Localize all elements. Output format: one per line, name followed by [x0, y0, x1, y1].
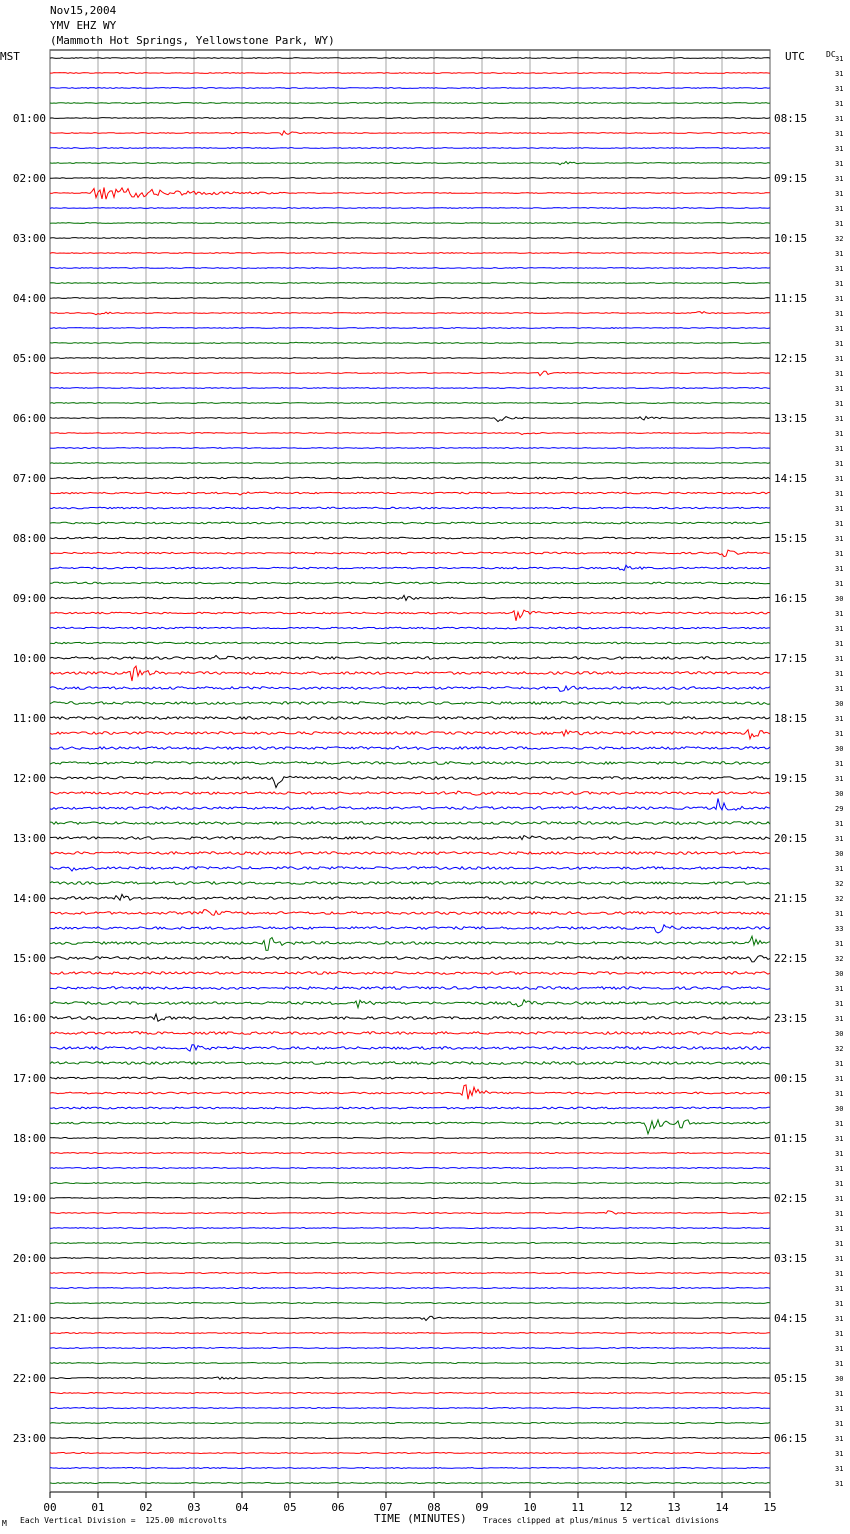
trace-line	[50, 342, 770, 343]
dc-offset-label: 31	[835, 160, 844, 168]
dc-offset-label: 31	[835, 1255, 844, 1263]
trace-line	[50, 956, 770, 962]
mst-hour-label: 13:00	[12, 832, 46, 845]
dc-offset-label: 31	[835, 430, 844, 438]
trace-line	[50, 268, 770, 269]
utc-hour-label: 13:15	[774, 412, 808, 425]
dc-offset-label: 31	[835, 250, 844, 258]
utc-hour-label: 01:15	[774, 1132, 808, 1145]
dc-offset-label: 31	[835, 670, 844, 678]
dc-offset-label: 29	[835, 805, 844, 813]
trace-line	[50, 371, 770, 376]
dc-offset-label: 31	[835, 1090, 844, 1098]
trace-line	[50, 223, 770, 224]
dc-offset-label: 31	[835, 280, 844, 288]
mst-hour-label: 17:00	[12, 1072, 46, 1085]
utc-hour-label: 22:15	[774, 952, 808, 965]
utc-hour-label: 08:15	[774, 112, 808, 125]
utc-hour-label: 06:15	[774, 1432, 808, 1445]
trace-line	[50, 433, 770, 435]
mst-hour-label: 15:00	[12, 952, 46, 965]
dc-offset-label: 31	[835, 1135, 844, 1143]
trace-line	[50, 208, 770, 209]
dc-offset-label: 31	[835, 130, 844, 138]
scale-note: Each Vertical Division = 125.00 microvolts	[20, 1516, 228, 1525]
trace-line	[50, 565, 770, 570]
x-tick-label: 12	[619, 1501, 633, 1514]
dc-offset-label: 31	[835, 1360, 844, 1368]
dc-offset-label: 31	[835, 340, 844, 348]
dc-offset-label: 30	[835, 595, 844, 603]
trace-line	[50, 162, 770, 165]
dc-offset-label: 31	[835, 1060, 844, 1068]
x-tick-label: 10	[523, 1501, 537, 1514]
dc-offset-label: 32	[835, 955, 844, 963]
dc-offset-label: 31	[835, 490, 844, 498]
dc-offset-label: 31	[835, 940, 844, 948]
trace-line	[50, 238, 770, 239]
x-tick-label: 11	[571, 1501, 585, 1514]
mst-hour-label: 08:00	[12, 532, 46, 545]
mst-hour-label: 16:00	[12, 1012, 46, 1025]
trace-line	[50, 746, 770, 749]
dc-offset-label: 31	[835, 295, 844, 303]
dc-offset-label: 31	[835, 190, 844, 198]
dc-offset-label: 32	[835, 895, 844, 903]
trace-line	[50, 1377, 770, 1379]
trace-line	[50, 1273, 770, 1274]
dc-offset-label: 31	[835, 1195, 844, 1203]
dc-offset-label: 31	[835, 655, 844, 663]
utc-hour-label: 05:15	[774, 1372, 808, 1385]
trace-line	[50, 1288, 770, 1289]
utc-hour-label: 17:15	[774, 652, 808, 665]
dc-offset-label: 31	[835, 460, 844, 468]
dc-offset-label: 31	[835, 775, 844, 783]
trace-line	[50, 88, 770, 89]
trace-line	[50, 595, 770, 600]
dc-offset-label: 31	[835, 1450, 844, 1458]
trace-line	[50, 1316, 770, 1320]
dc-offset-label: 31	[835, 415, 844, 423]
dc-offset-label: 31	[835, 1120, 844, 1128]
dc-offset-label: 31	[835, 610, 844, 618]
dc-offset-label: 31	[835, 475, 844, 483]
utc-label: UTC	[785, 50, 805, 63]
trace-line	[50, 550, 770, 557]
trace-line	[50, 936, 770, 950]
dc-offset-label: 31	[835, 385, 844, 393]
dc-offset-label: 31	[835, 85, 844, 93]
dc-offset-label: 31	[835, 445, 844, 453]
trace-line	[50, 388, 770, 389]
trace-line	[50, 1077, 770, 1079]
dc-offset-label: 30	[835, 850, 844, 858]
trace-line	[50, 253, 770, 254]
trace-line	[50, 1423, 770, 1424]
dc-offset-label: 31	[835, 1420, 844, 1428]
trace-line	[50, 1107, 770, 1109]
dc-offset-label: 32	[835, 880, 844, 888]
dc-offset-label: 31	[835, 1480, 844, 1488]
dc-offset-label: 31	[835, 1225, 844, 1233]
trace-line	[50, 103, 770, 104]
trace-line	[50, 1138, 770, 1139]
utc-hour-label: 10:15	[774, 232, 808, 245]
trace-line	[50, 477, 770, 479]
dc-offset-label: 30	[835, 1030, 844, 1038]
dc-offset-label: 31	[835, 535, 844, 543]
trace-line	[50, 1348, 770, 1349]
dc-offset-label: 31	[835, 1345, 844, 1353]
trace-line	[50, 492, 770, 495]
trace-line	[50, 1333, 770, 1334]
trace-line	[50, 1062, 770, 1065]
dc-offset-label: 31	[835, 400, 844, 408]
trace-line	[50, 403, 770, 404]
dc-offset-label: 31	[835, 1330, 844, 1338]
dc-offset-label: 31	[835, 1180, 844, 1188]
trace-line	[50, 358, 770, 359]
dc-offset-label: 31	[835, 505, 844, 513]
trace-line	[50, 298, 770, 299]
trace-line	[50, 1183, 770, 1184]
dc-offset-label: 31	[835, 220, 844, 228]
trace-line	[50, 283, 770, 284]
utc-hour-label: 16:15	[774, 592, 808, 605]
dc-offset-label: 31	[835, 115, 844, 123]
trace-line	[50, 717, 770, 720]
trace-line	[50, 882, 770, 885]
trace-line	[50, 972, 770, 975]
dc-offset-label: 31	[835, 145, 844, 153]
mst-hour-label: 10:00	[12, 652, 46, 665]
trace-line	[50, 1453, 770, 1454]
dc-offset-label: 31	[835, 550, 844, 558]
dc-offset-label: 31	[835, 1300, 844, 1308]
utc-hour-label: 00:15	[774, 1072, 808, 1085]
record-date: Nov15,2004	[50, 4, 117, 17]
x-tick-label: 00	[43, 1501, 57, 1514]
dc-offset-label: 31	[835, 580, 844, 588]
dc-offset-label: 31	[835, 205, 844, 213]
mst-hour-label: 11:00	[12, 712, 46, 725]
dc-offset-label: 30	[835, 1105, 844, 1113]
dc-offset-label: 31	[835, 625, 844, 633]
dc-offset-label: 31	[835, 1240, 844, 1248]
trace-line	[50, 642, 770, 644]
utc-hour-label: 11:15	[774, 292, 808, 305]
dc-offset-label: 31	[835, 1015, 844, 1023]
x-tick-label: 06	[331, 1501, 345, 1514]
trace-line	[50, 627, 770, 629]
dc-offset-label: 32	[835, 1045, 844, 1053]
trace-line	[50, 1303, 770, 1304]
dc-offset-label: 31	[835, 70, 844, 78]
dc-offset-label: 30	[835, 745, 844, 753]
mst-hour-label: 05:00	[12, 352, 46, 365]
utc-hour-label: 03:15	[774, 1252, 808, 1265]
utc-hour-label: 14:15	[774, 472, 808, 485]
dc-label: DC	[826, 50, 836, 59]
mst-hour-label: 04:00	[12, 292, 46, 305]
dc-offset-label: 31	[835, 1465, 844, 1473]
trace-line	[50, 925, 770, 933]
utc-hour-label: 04:15	[774, 1312, 808, 1325]
trace-line	[50, 894, 770, 900]
mst-hour-label: 21:00	[12, 1312, 46, 1325]
trace-line	[50, 822, 770, 825]
trace-line	[50, 1258, 770, 1259]
trace-line	[50, 463, 770, 464]
trace-line	[50, 1120, 770, 1134]
trace-line	[50, 799, 770, 811]
trace-line	[50, 188, 770, 200]
utc-hour-label: 20:15	[774, 832, 808, 845]
mst-hour-label: 14:00	[12, 892, 46, 905]
trace-line	[50, 762, 770, 765]
trace-line	[50, 148, 770, 149]
x-tick-label: 07	[379, 1501, 393, 1514]
x-axis-label: TIME (MINUTES)	[374, 1512, 467, 1525]
dc-offset-label: 31	[835, 835, 844, 843]
x-tick-label: 03	[187, 1501, 201, 1514]
mst-hour-label: 02:00	[12, 172, 46, 185]
dc-offset-label: 30	[835, 790, 844, 798]
x-tick-label: 15	[763, 1501, 777, 1514]
trace-line	[50, 1168, 770, 1169]
mst-hour-label: 18:00	[12, 1132, 46, 1145]
utc-hour-label: 09:15	[774, 172, 808, 185]
x-tick-label: 02	[139, 1501, 153, 1514]
dc-offset-label: 31	[835, 715, 844, 723]
corner-mark: M	[2, 1519, 7, 1528]
dc-offset-label: 31	[835, 985, 844, 993]
utc-hour-label: 15:15	[774, 532, 808, 545]
trace-line	[50, 666, 770, 681]
dc-offset-label: 31	[835, 820, 844, 828]
trace-line	[50, 1032, 770, 1035]
trace-line	[50, 1198, 770, 1199]
dc-offset-label: 31	[835, 1165, 844, 1173]
x-tick-label: 04	[235, 1501, 249, 1514]
dc-offset-label: 31	[835, 1150, 844, 1158]
trace-line	[50, 910, 770, 916]
dc-offset-label: 31	[835, 325, 844, 333]
dc-offset-label: 31	[835, 355, 844, 363]
mst-hour-label: 03:00	[12, 232, 46, 245]
trace-line	[50, 987, 770, 990]
station-code: YMV EHZ WY	[50, 19, 117, 32]
trace-line	[50, 178, 770, 179]
dc-offset-label: 32	[835, 235, 844, 243]
utc-hour-label: 19:15	[774, 772, 808, 785]
trace-line	[50, 1014, 770, 1021]
trace-line	[50, 73, 770, 74]
trace-line	[50, 131, 770, 135]
trace-line	[50, 1363, 770, 1364]
mst-hour-label: 09:00	[12, 592, 46, 605]
dc-offset-label: 31	[835, 1315, 844, 1323]
trace-line	[50, 836, 770, 840]
dc-offset-label: 31	[835, 265, 844, 273]
trace-line	[50, 1085, 770, 1099]
mst-label: MST	[0, 50, 20, 63]
x-tick-label: 01	[91, 1501, 105, 1514]
dc-offset-label: 31	[835, 520, 844, 528]
x-tick-label: 05	[283, 1501, 297, 1514]
plot-frame	[50, 50, 770, 1492]
dc-offset-label: 31	[835, 370, 844, 378]
dc-offset-label: 31	[835, 730, 844, 738]
trace-line	[50, 852, 770, 855]
trace-line	[50, 1393, 770, 1394]
trace-line	[50, 118, 770, 119]
trace-line	[50, 791, 770, 795]
trace-line	[50, 1228, 770, 1229]
mst-hour-label: 23:00	[12, 1432, 46, 1445]
dc-offset-label: 30	[835, 1375, 844, 1383]
mst-hour-label: 12:00	[12, 772, 46, 785]
trace-line	[50, 582, 770, 584]
dc-offset-label: 31	[835, 100, 844, 108]
dc-offset-label: 31	[835, 1405, 844, 1413]
trace-line	[50, 1000, 770, 1008]
dc-offset-label: 31	[835, 640, 844, 648]
mst-hour-label: 07:00	[12, 472, 46, 485]
dc-offset-label: 31	[835, 1285, 844, 1293]
trace-line	[50, 1438, 770, 1439]
trace-line	[50, 1408, 770, 1409]
utc-hour-label: 18:15	[774, 712, 808, 725]
dc-offset-label: 31	[835, 55, 844, 63]
x-tick-label: 14	[715, 1501, 729, 1514]
dc-offset-label: 31	[835, 865, 844, 873]
dc-offset-label: 31	[835, 1075, 844, 1083]
trace-line	[50, 1153, 770, 1154]
mst-hour-label: 22:00	[12, 1372, 46, 1385]
dc-offset-label: 31	[835, 1210, 844, 1218]
trace-line	[50, 416, 770, 421]
trace-line	[50, 776, 770, 787]
station-location: (Mammoth Hot Springs, Yellowstone Park, WY)	[50, 34, 335, 47]
trace-line	[50, 656, 770, 660]
trace-line	[50, 1468, 770, 1469]
utc-hour-label: 02:15	[774, 1192, 808, 1205]
trace-line	[50, 730, 770, 739]
utc-hour-label: 21:15	[774, 892, 808, 905]
trace-line	[50, 1243, 770, 1244]
trace-line	[50, 867, 770, 871]
dc-offset-label: 30	[835, 700, 844, 708]
utc-hour-label: 23:15	[774, 1012, 808, 1025]
x-tick-label: 08	[427, 1501, 441, 1514]
dc-offset-label: 33	[835, 925, 844, 933]
dc-offset-label: 31	[835, 1435, 844, 1443]
x-tick-label: 09	[475, 1501, 489, 1514]
trace-line	[50, 328, 770, 329]
trace-line	[50, 1045, 770, 1051]
x-tick-label: 13	[667, 1501, 681, 1514]
trace-line	[50, 312, 770, 315]
trace-line	[50, 58, 770, 59]
trace-line	[50, 522, 770, 524]
mst-hour-label: 19:00	[12, 1192, 46, 1205]
dc-offset-label: 31	[835, 910, 844, 918]
mst-hour-label: 01:00	[12, 112, 46, 125]
dc-offset-label: 31	[835, 1000, 844, 1008]
mst-hour-label: 06:00	[12, 412, 46, 425]
trace-line	[50, 507, 770, 509]
trace-line	[50, 702, 770, 705]
dc-offset-label: 31	[835, 685, 844, 693]
clip-note: Traces clipped at plus/minus 5 vertical divisions	[483, 1516, 720, 1525]
trace-line	[50, 448, 770, 449]
trace-line	[50, 1483, 770, 1484]
trace-line	[50, 537, 770, 539]
dc-offset-label: 31	[835, 175, 844, 183]
dc-offset-label: 31	[835, 1270, 844, 1278]
dc-offset-label: 31	[835, 760, 844, 768]
dc-offset-label: 31	[835, 565, 844, 573]
trace-line	[50, 686, 770, 691]
utc-hour-label: 12:15	[774, 352, 808, 365]
mst-hour-label: 20:00	[12, 1252, 46, 1265]
trace-line	[50, 610, 770, 621]
dc-offset-label: 31	[835, 1390, 844, 1398]
dc-offset-label: 30	[835, 970, 844, 978]
trace-line	[50, 1211, 770, 1214]
dc-offset-label: 31	[835, 310, 844, 318]
